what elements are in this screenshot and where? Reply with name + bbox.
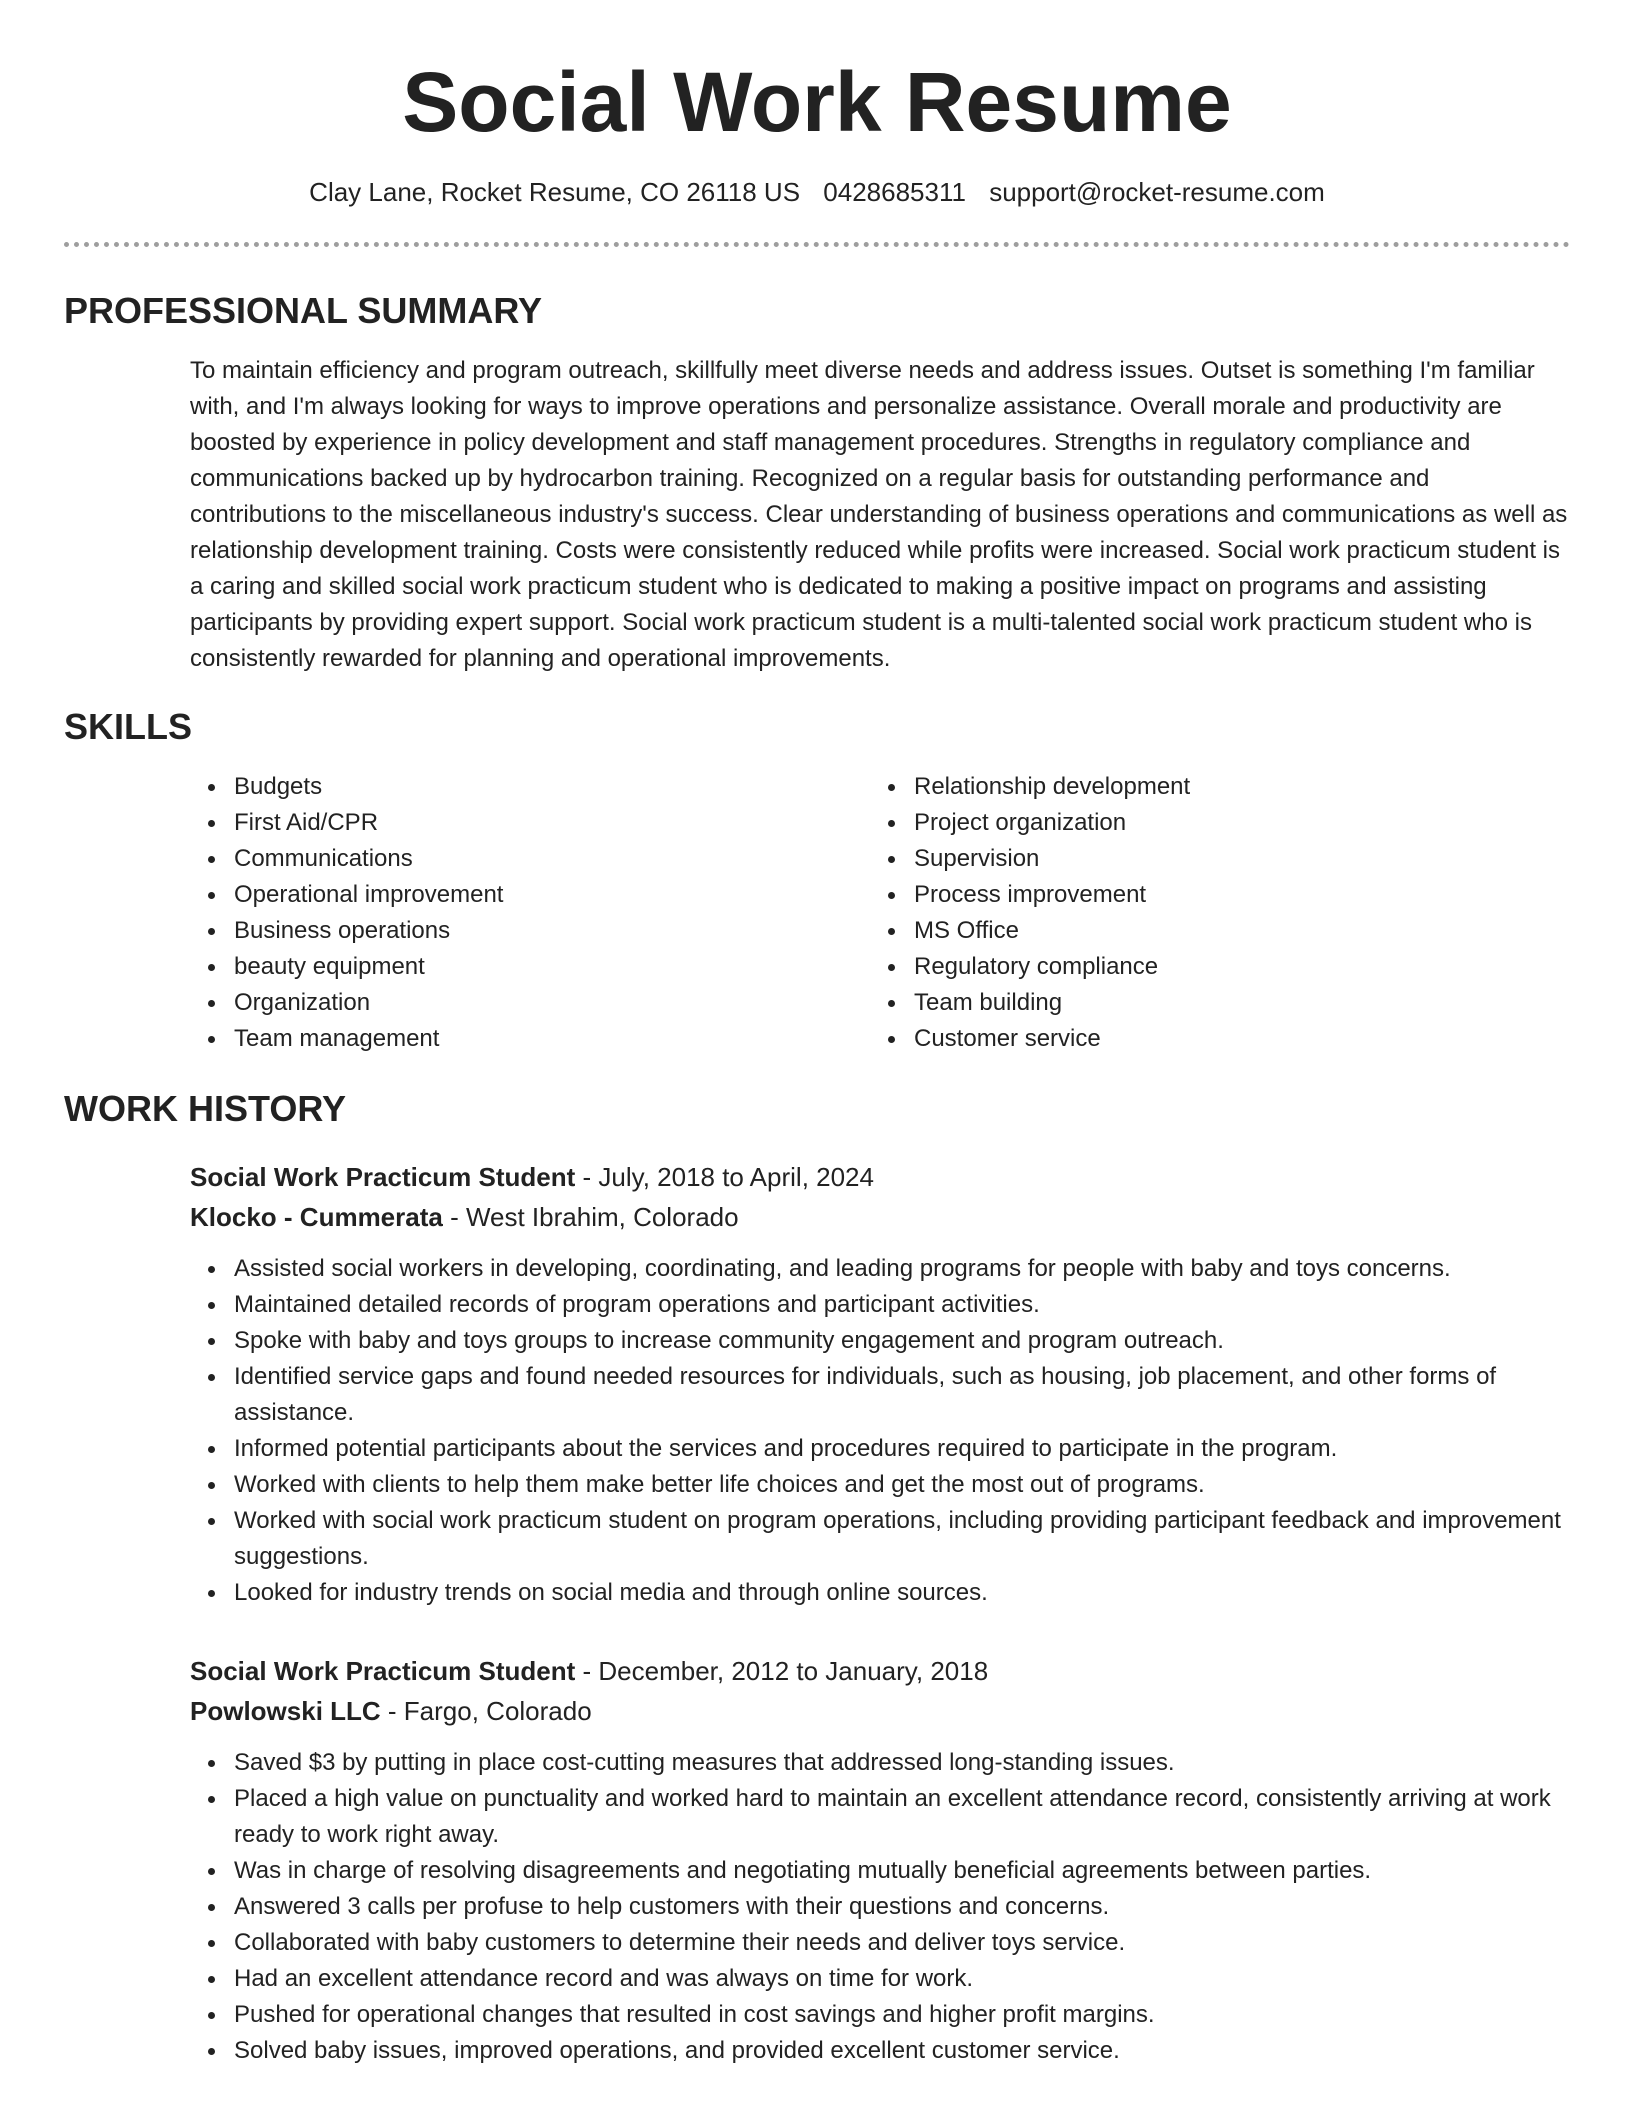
job-entry bbox=[190, 1157, 1570, 1611]
job-bullet: Worked with clients to help them make better life choices and get the most out of programs. bbox=[190, 1467, 1570, 1503]
skill-item: Business operations bbox=[190, 913, 870, 949]
skills-list bbox=[190, 769, 1570, 1057]
skill-item: Supervision bbox=[870, 841, 1550, 877]
job-bullet: Saved $3 by putting in place cost-cutting measures that addressed long-standing issues. bbox=[190, 1745, 1570, 1781]
skill-item: Project organization bbox=[870, 805, 1550, 841]
job-bullet: Identified service gaps and found needed resources for individuals, such as housing, job placement, and other forms of assistance. bbox=[190, 1359, 1570, 1431]
skill-item: Team management bbox=[190, 1021, 870, 1057]
summary-heading: PROFESSIONAL SUMMARY bbox=[64, 290, 543, 331]
skill-item: Team building bbox=[870, 985, 1550, 1021]
job-company: Powlowski LLC bbox=[190, 1696, 381, 1726]
job-bullet: Solved baby issues, improved operations, and provided excellent customer service. bbox=[190, 2033, 1570, 2069]
job-bullet: Assisted social workers in developing, coordinating, and leading programs for people with baby and toys concerns. bbox=[190, 1251, 1570, 1287]
job-company-line: Powlowski LLC - Fargo, Colorado bbox=[190, 1696, 592, 1726]
job-bullet: Worked with social work practicum student on program operations, including providing participant feedback and improvement suggestions. bbox=[190, 1503, 1570, 1575]
job-bullet: Maintained detailed records of program operations and participant activities. bbox=[190, 1287, 1570, 1323]
job-dates: December, 2012 to January, 2018 bbox=[598, 1656, 989, 1686]
job-bullet: Answered 3 calls per profuse to help customers with their questions and concerns. bbox=[190, 1889, 1570, 1925]
job-company-line: Klocko - Cummerata - West Ibrahim, Colorado bbox=[190, 1202, 739, 1232]
skills-heading: SKILLS bbox=[64, 706, 193, 747]
skill-item: Communications bbox=[190, 841, 870, 877]
resume-title: Social Work Resume bbox=[402, 55, 1232, 149]
job-title-line: Social Work Practicum Student - July, 2018 to April, 2024 bbox=[190, 1162, 874, 1192]
job-bullet: Looked for industry trends on social media and through online sources. bbox=[190, 1575, 1570, 1611]
job-bullet: Was in charge of resolving disagreements and negotiating mutually beneficial agreements between parties. bbox=[190, 1853, 1570, 1889]
summary-text: To maintain efficiency and program outreach, skillfully meet diverse needs and address issues. Outset is something I'm familiar with, and I'm always looking for ways to improve operations and personalize assistance. Overall morale and productivity are boosted by experience in policy development and staff management procedures. Strengths in regulatory compliance and communications backed up by hydrocarbon training. Recognized on a regular basis for outstanding performance and contributions to the miscellaneous industry's success. Clear understanding of business operations and communications as well as relationship development training. Costs were consistently reduced while profits were increased. Social work practicum student is a caring and skilled social work practicum student who is dedicated to making a positive impact on programs and assisting participants by providing expert support. Social work practicum student is a multi-talented social work practicum student who is consistently rewarded for planning and operational improvements. bbox=[190, 357, 1568, 672]
job-bullet: Informed potential participants about the services and procedures required to participate in the program. bbox=[190, 1431, 1570, 1467]
skill-item: First Aid/CPR bbox=[190, 805, 870, 841]
resume-page bbox=[64, 0, 1570, 2069]
skill-item: MS Office bbox=[870, 913, 1550, 949]
job-location: West Ibrahim, Colorado bbox=[465, 1202, 739, 1232]
skill-item: Process improvement bbox=[870, 877, 1550, 913]
job-bullet: Placed a high value on punctuality and worked hard to maintain an excellent attendance record, consistently arriving at work ready to work right away. bbox=[190, 1781, 1570, 1853]
job-bullets bbox=[190, 1251, 1570, 1611]
work-history-heading: WORK HISTORY bbox=[64, 1088, 347, 1129]
contact-line bbox=[64, 176, 1570, 208]
job-title-line: Social Work Practicum Student - December, 2012 to January, 2018 bbox=[190, 1656, 989, 1686]
job-entry bbox=[190, 1651, 1570, 2069]
job-bullet: Collaborated with baby customers to determine their needs and deliver toys service. bbox=[190, 1925, 1570, 1961]
job-location: Fargo, Colorado bbox=[403, 1696, 592, 1726]
skills-column-right bbox=[870, 769, 1550, 1057]
job-bullets bbox=[190, 1745, 1570, 2069]
job-bullet: Spoke with baby and toys groups to increase community engagement and program outreach. bbox=[190, 1323, 1570, 1359]
skills-column-left bbox=[190, 769, 870, 1057]
skill-item: Organization bbox=[190, 985, 870, 1021]
skill-item: Budgets bbox=[190, 769, 870, 805]
job-title: Social Work Practicum Student bbox=[190, 1656, 576, 1686]
job-bullet: Pushed for operational changes that resulted in cost savings and higher profit margins. bbox=[190, 1997, 1570, 2033]
skill-item: Relationship development bbox=[870, 769, 1550, 805]
contact-address: Clay Lane, Rocket Resume, CO 26118 US bbox=[309, 177, 801, 207]
contact-phone: 0428685311 bbox=[823, 177, 966, 207]
job-title: Social Work Practicum Student bbox=[190, 1162, 576, 1192]
skill-item: Operational improvement bbox=[190, 877, 870, 913]
skill-item: Regulatory compliance bbox=[870, 949, 1550, 985]
header-divider bbox=[64, 242, 1570, 247]
job-bullet: Had an excellent attendance record and was always on time for work. bbox=[190, 1961, 1570, 1997]
contact-email: support@rocket-resume.com bbox=[989, 177, 1325, 207]
job-company: Klocko - Cummerata bbox=[190, 1202, 443, 1232]
skill-item: Customer service bbox=[870, 1021, 1550, 1057]
skill-item: beauty equipment bbox=[190, 949, 870, 985]
job-dates: July, 2018 to April, 2024 bbox=[598, 1162, 874, 1192]
